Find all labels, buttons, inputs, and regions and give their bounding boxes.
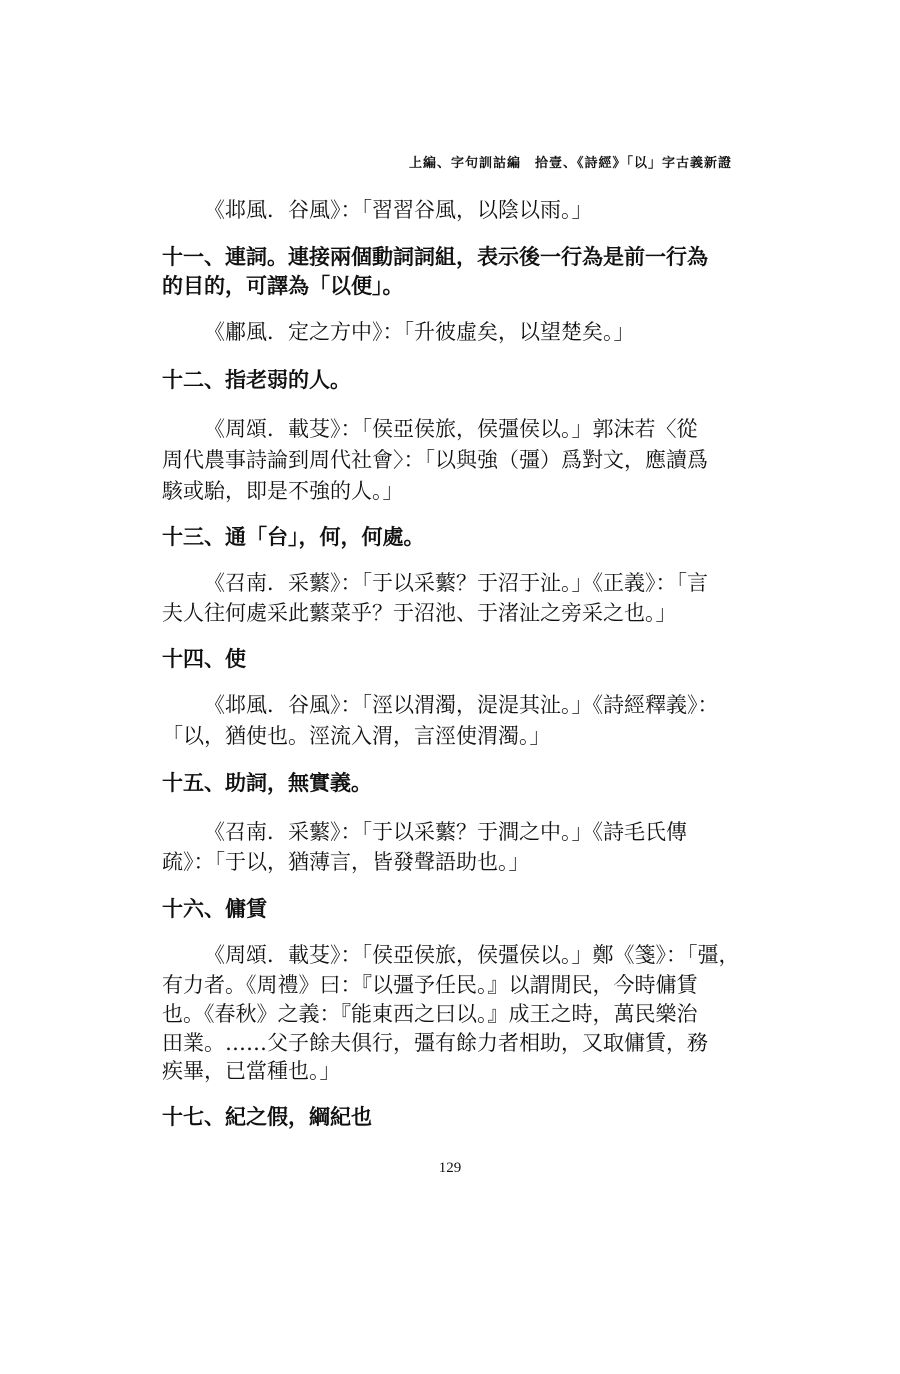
quote-line: 《周頌．載芟》：「侯亞侯旅，侯彊侯以。」鄭《箋》：「彊， [204, 943, 740, 967]
page-number: 129 [438, 1160, 462, 1176]
section-heading: 十六、傭賃 [162, 896, 267, 921]
quote-line: 周代農事詩論到周代社會〉：「以與強（彊）爲對文，應讀爲 [162, 448, 708, 472]
quote-line: 《邶風．谷風》：「習習谷風，以陰以雨。」 [204, 198, 593, 222]
quote-line: 夫人往何處采此蘩菜乎？于沼池、于渚沚之旁采之也。」 [162, 601, 677, 625]
section-heading: 十五、助詞，無實義。 [162, 770, 372, 795]
quote-line: 田業。……父子餘夫俱行，彊有餘力者相助，又取傭賃，務 [162, 1031, 708, 1055]
quote-line: 《周頌．載芟》：「侯亞侯旅，侯彊侯以。」郭沫若〈從 [204, 417, 698, 441]
quote-line: 疏》：「于以，猶薄言，皆發聲語助也。」 [162, 850, 530, 874]
quote-line: 《召南．采蘩》：「于以采蘩？于沼于沚。」《正義》：「言 [204, 571, 708, 595]
quote-line: 也。《春秋》之義：『能東西之曰以。』成王之時，萬民樂治 [162, 1002, 698, 1026]
section-heading: 十七、紀之假，綱紀也 [162, 1104, 372, 1129]
quote-line: 疾畢，已當種也。」 [162, 1059, 341, 1083]
quote-line: 「以，猶使也。涇流入渭，言涇使渭濁。」 [162, 724, 551, 748]
quote-line: 駭或駘，即是不強的人。」 [162, 479, 404, 503]
section-heading: 十一、連詞。連接兩個動詞詞組，表示後一行為是前一行為 [162, 244, 708, 269]
section-heading-continued: 的目的，可譯為「以便」。 [162, 273, 404, 298]
section-heading: 十三、通「台」，何，何處。 [162, 524, 425, 549]
section-heading: 十二、指老弱的人。 [162, 367, 351, 392]
section-heading: 十四、使 [162, 646, 246, 671]
quote-line: 有力者。《周禮》曰：『以彊予任民。』以謂閒民，今時傭賃 [162, 973, 698, 997]
quote-line: 《鄘風．定之方中》：「升彼虛矣，以望楚矣。」 [204, 320, 635, 344]
quote-line: 《邶風．谷風》：「涇以渭濁，湜湜其沚。」《詩經釋義》： [204, 693, 719, 717]
running-header: 上編、字句訓詁編 拾壹、《詩經》「以」字古義新證 [408, 156, 732, 171]
quote-line: 《召南．采蘩》：「于以采蘩？于澗之中。」《詩毛氏傳 [204, 820, 687, 844]
